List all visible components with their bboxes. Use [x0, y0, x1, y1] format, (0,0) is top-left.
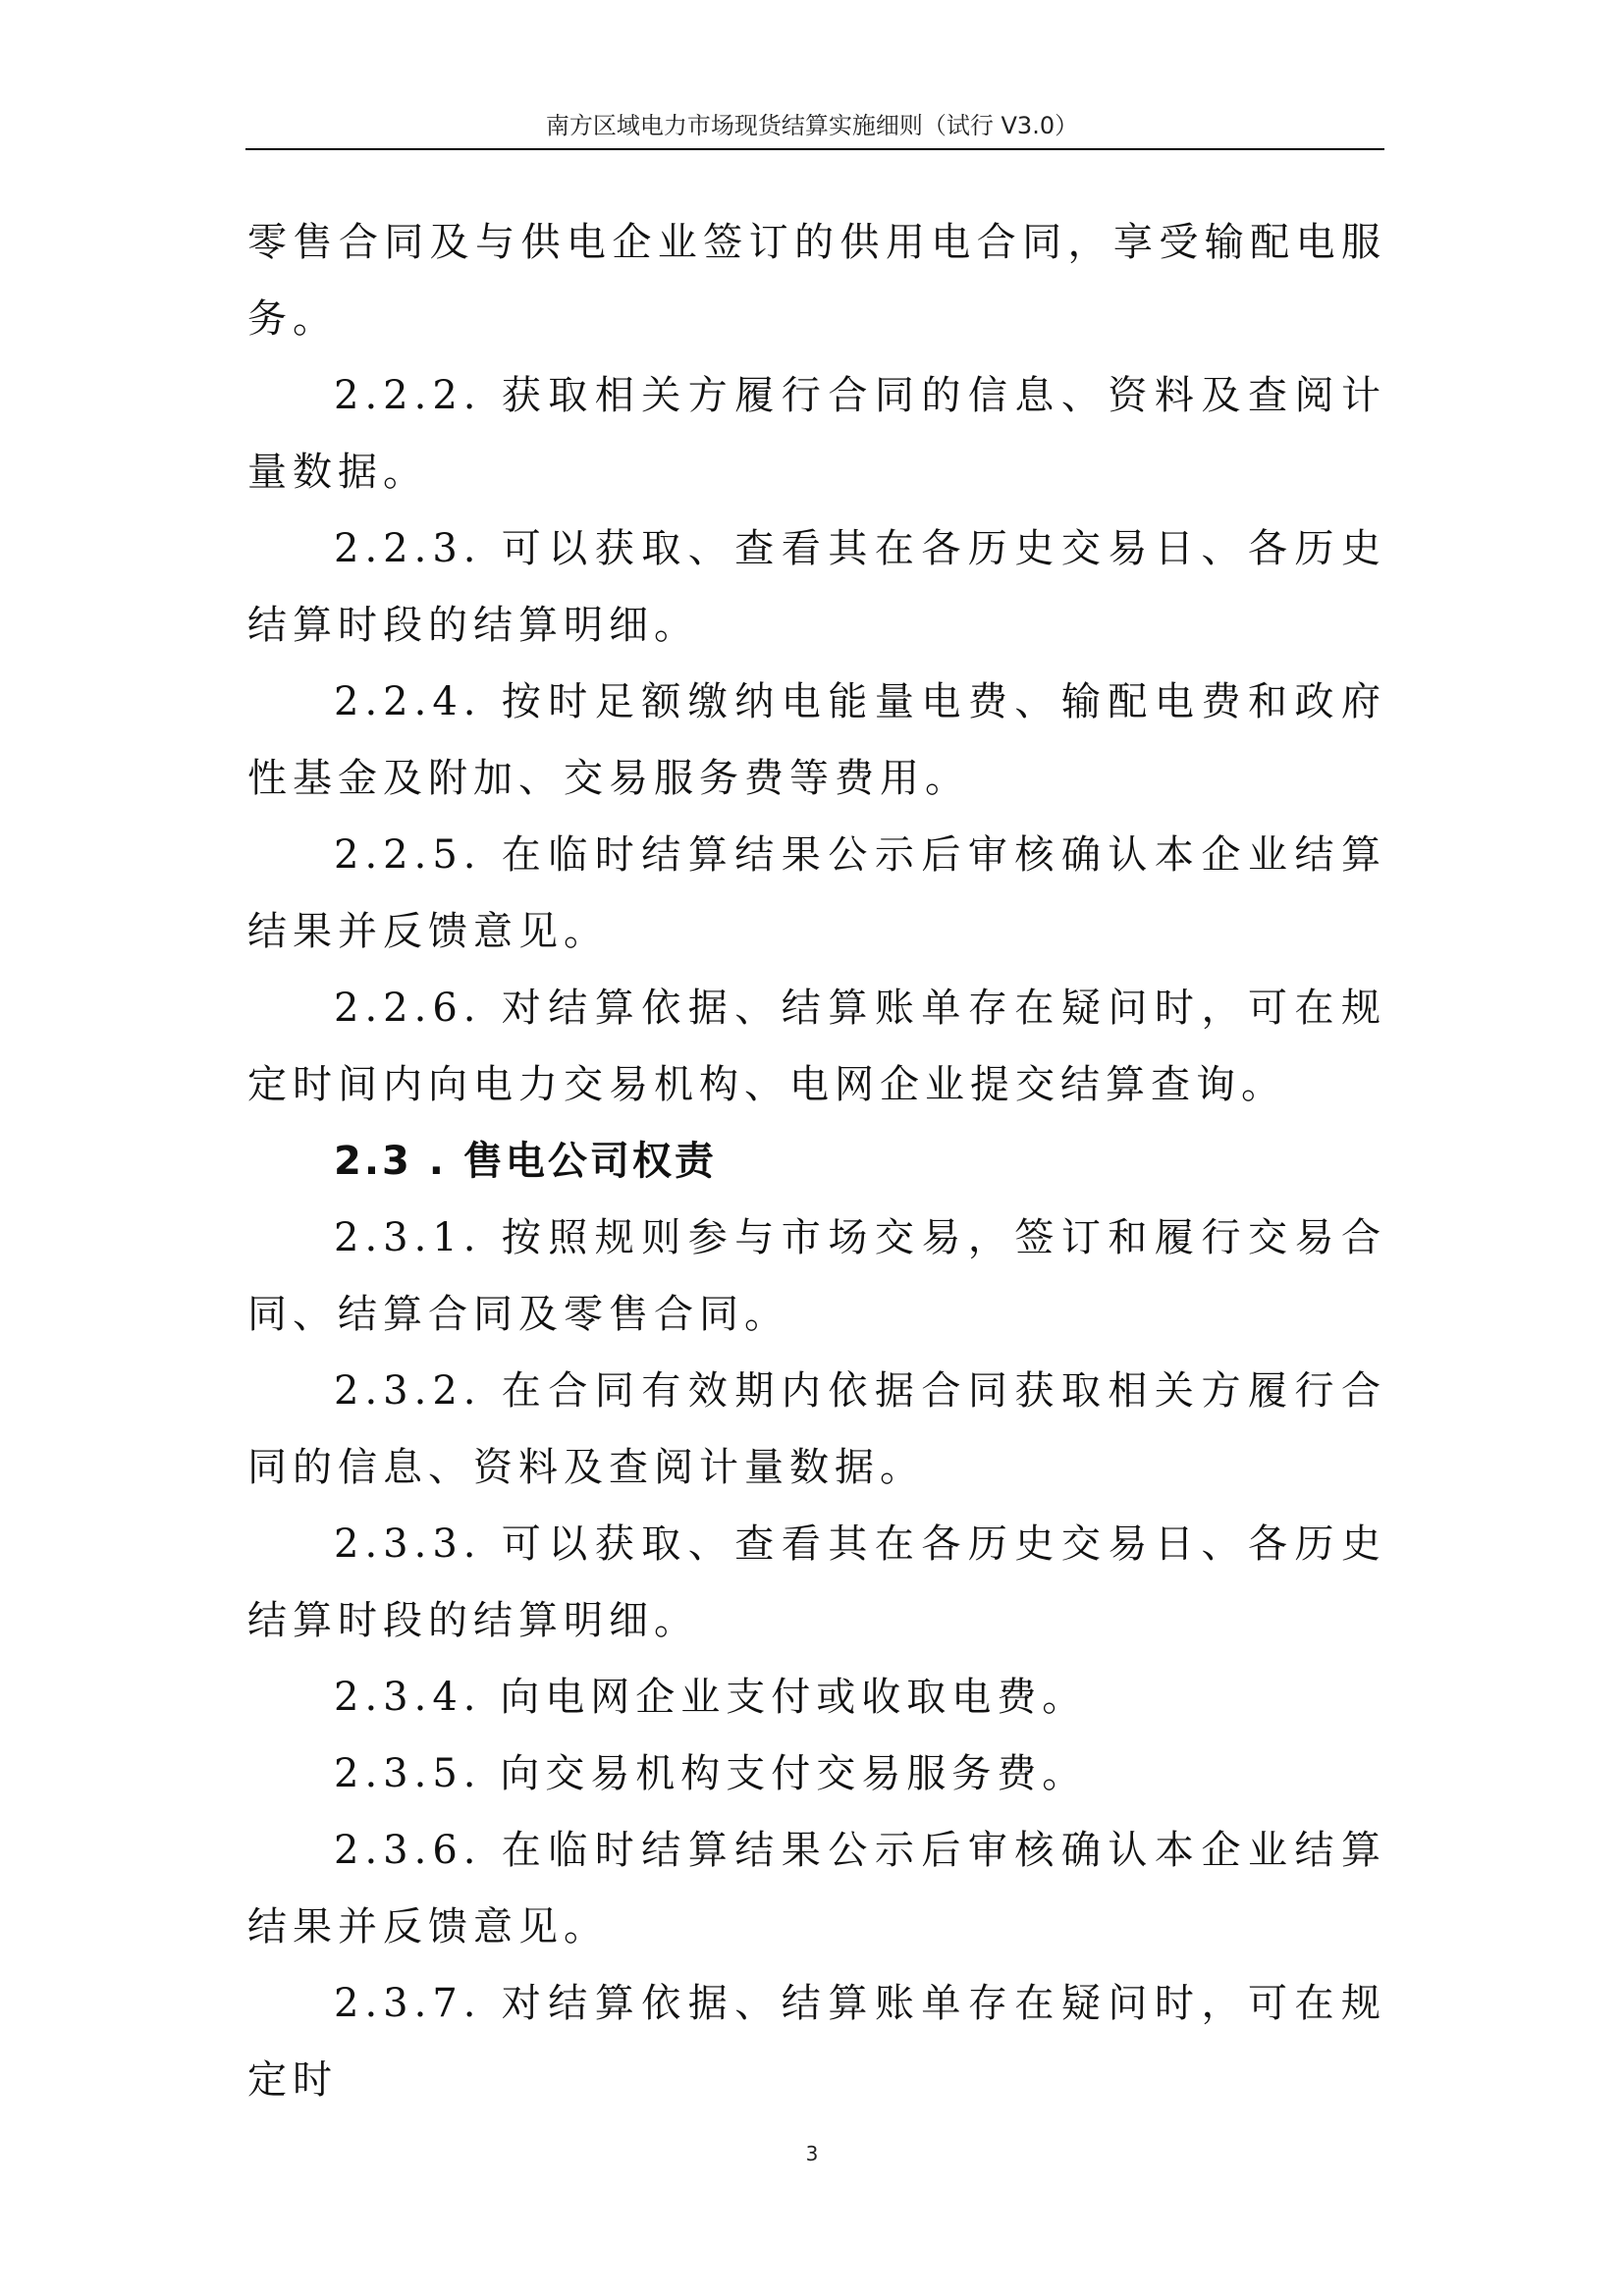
clause-2-3-3: 2.3.3. 可以获取、查看其在各历史交易日、各历史结算时段的结算明细。 [247, 1522, 1386, 1643]
clause-2-2-5: 2.2.5. 在临时结算结果公示后审核确认本企业结算结果并反馈意见。 [247, 832, 1386, 954]
section-heading-2-3: 2.3 . 售电公司权责 [334, 1139, 717, 1184]
clause-2-3-2: 2.3.2. 在合同有效期内依据合同获取相关方履行合同的信息、资料及查阅计量数据。 [247, 1368, 1386, 1490]
clause-2-3-6: 2.3.6. 在临时结算结果公示后审核确认本企业结算结果并反馈意见。 [247, 1828, 1386, 1949]
clause-2-3-5: 2.3.5. 向交易机构支付交易服务费。 [334, 1751, 1088, 1796]
clause-2-3-4: 2.3.4. 向电网企业支付或收取电费。 [334, 1675, 1088, 1720]
document-body [247, 204, 1386, 2118]
clause-2-2-4: 2.2.4. 按时足额缴纳电能量电费、输配电费和政府性基金及附加、交易服务费等费用。 [247, 679, 1386, 801]
clause-2-2-2: 2.2.2. 获取相关方履行合同的信息、资料及查阅计量数据。 [247, 373, 1386, 495]
clause-2-2-6: 2.2.6. 对结算依据、结算账单存在疑问时，可在规定时间内向电力交易机构、电网企业提交结算查询。 [247, 986, 1386, 1107]
page-header: 南方区域电力市场现货结算实施细则（试行 V3.0） [545, 112, 1079, 139]
header-divider [245, 148, 1384, 150]
clause-2-3-1: 2.3.1. 按照规则参与市场交易，签订和履行交易合同、结算合同及零售合同。 [247, 1215, 1386, 1337]
clause-2-2-3: 2.2.3. 可以获取、查看其在各历史交易日、各历史结算时段的结算明细。 [247, 526, 1386, 648]
page-number: 3 [805, 2142, 819, 2165]
clause-2-3-7: 2.3.7. 对结算依据、结算账单存在疑问时，可在规定时 [247, 1981, 1386, 2103]
paragraph-continuation: 零售合同及与供电企业签订的供用电合同，享受输配电服务。 [247, 220, 1386, 342]
